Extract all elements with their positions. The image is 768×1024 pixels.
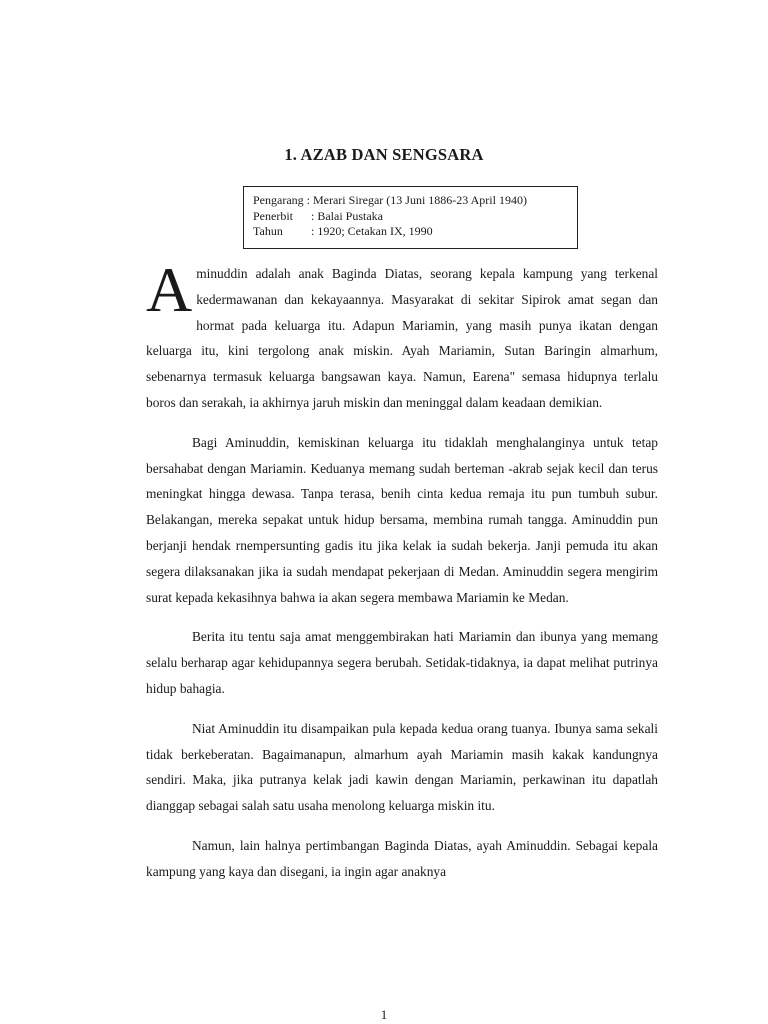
page-number: 1 — [380, 1007, 388, 1022]
paragraph-text: minuddin adalah anak Baginda Diatas, seorang kepala kampung yang terkenal kedermawanan dan kekayaannya. Masyarakat di sekitar Sipirok amat segan dan hormat pada keluarga itu. Adapun Mariamin, yang masih punya ikatan dengan keluarga itu, kini tergolong anak miskin. Ayah Mariamin, Sutan Baringin almarhum, sebenarnya termasuk keluarga bangsawan kaya. Namun, Earena" semasa hidupnya terlalu boros dan serakah, ia akhirnya jaruh miskin dan meninggal dalam keadaan demikian. — [146, 266, 658, 410]
paragraph-2: Bagi Aminuddin, kemiskinan keluarga itu tidaklah menghalanginya untuk tetap bersahabat dengan Mariamin. Keduanya memang sudah berteman -akrab sejak kecil dan terus meningkat hingga dewasa. Tanpa terasa, benih cinta kedua remaja itu pun tumbuh subur. Belakangan, mereka sepakat untuk hidup bersama, membina rumah tangga. Aminuddin pun berjanji hendak rnempersunting gadis itu jika kelak ia sudah bekerja. Janji pemuda itu akan segera dilaksanakan jika ia sudah mendapat pekerjaan di Medan. Aminuddin segera mengirim surat kepada kekasihnya bahwa ia akan segera membawa Mariamin ke Medan. — [146, 434, 658, 605]
drop-cap: A — [146, 254, 193, 325]
info-row-author — [253, 193, 577, 209]
info-row-year — [253, 224, 577, 240]
info-key: Penerbit — [253, 208, 293, 223]
article-body — [146, 254, 658, 899]
info-key: Pengarang — [253, 193, 304, 207]
info-value: : Merari Siregar (13 Juni 1886-23 April 1940) — [303, 193, 527, 207]
paragraph-1 — [146, 254, 658, 416]
info-row-publisher — [253, 209, 577, 225]
paragraph-3: Berita itu tentu saja amat menggembirakan hati Mariamin dan ibunya yang memang selalu berharap agar kehidupannya segera berubah. Setidak-tidaknya, ia dapat melihat putrinya hidup bahagia. — [146, 629, 658, 696]
info-key: Tahun — [253, 224, 283, 238]
paragraph-4: Niat Aminuddin itu disampaikan pula kepada kedua orang tuanya. Ibunya sama sekali tidak berkeberatan. Bagaimanapun, almarhum ayah Mariamin masih kakak kandungnya sendiri. Maka, jika putranya kelak jadi kawin dengan Mariamin, perkawinan itu dapatlah dianggap sebagai salah satu usaha menolong keluarga miskin itu. — [146, 720, 658, 814]
chapter-title: 1. AZAB DAN SENGSARA — [284, 145, 484, 164]
info-value: : 1920; Cetakan IX, 1990 — [311, 224, 433, 238]
book-info-box — [243, 186, 578, 249]
info-value: : Balai Pustaka — [311, 208, 383, 223]
paragraph-5: Namun, lain halnya pertimbangan Baginda Diatas, ayah Aminuddin. Sebagai kepala kampung yang kaya dan disegani, ia ingin agar anaknya — [146, 837, 658, 879]
